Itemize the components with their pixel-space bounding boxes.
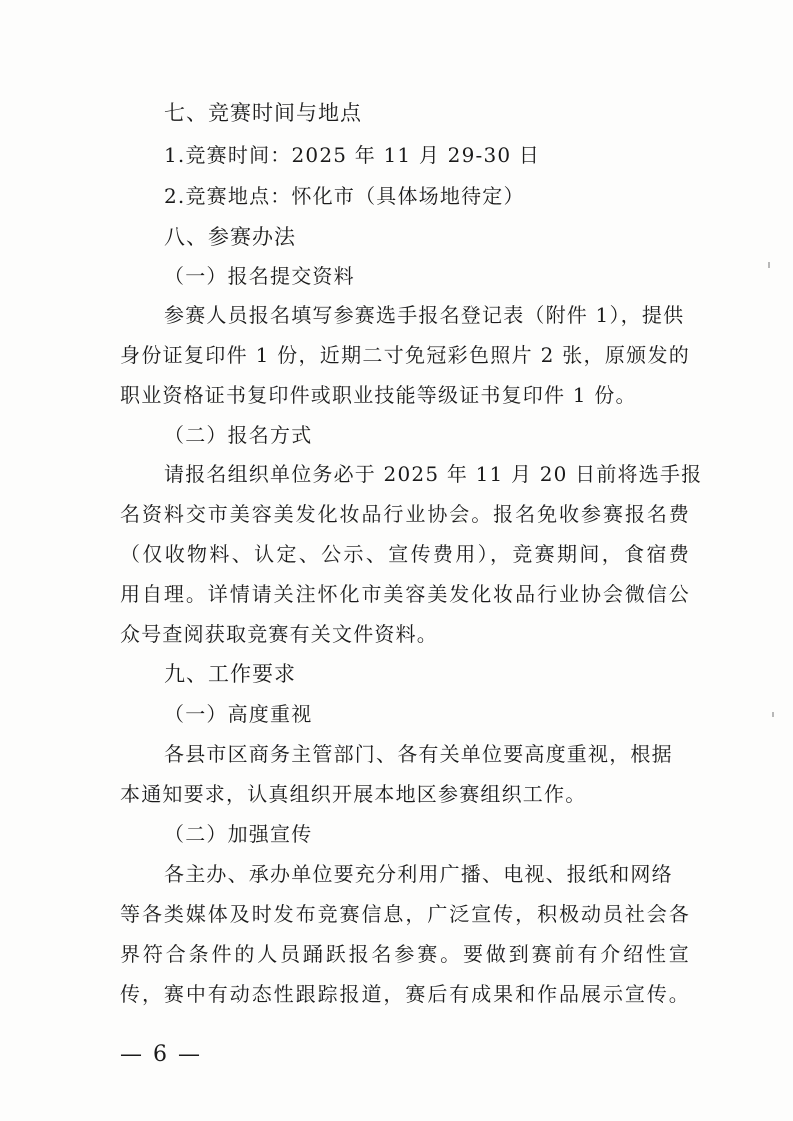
section-8-subheading-materials: （一）报名提交资料: [164, 264, 355, 288]
paragraph-line: 请报名组织单位务必于 2025 年 11 月 20 日前将选手报: [164, 462, 703, 486]
paragraph-line: 身份证复印件 1 份，近期二寸免冠彩色照片 2 张，原颁发的: [120, 343, 690, 367]
section-9-subheading-attention: （一）高度重视: [164, 702, 313, 726]
scan-artifact: [768, 262, 770, 268]
section-9-heading: 九、工作要求: [164, 662, 296, 686]
paragraph-line: 职业资格证书复印件或职业技能等级证书复印件 1 份。: [120, 383, 637, 407]
paragraph-line: 界符合条件的人员踊跃报名参赛。要做到赛前有介绍性宣: [120, 942, 690, 966]
paragraph-line: 各主办、承办单位要充分利用广播、电视、报纸和网络: [164, 862, 673, 886]
section-7-item-location: 2.竞赛地点：怀化市（具体场地待定）: [164, 184, 525, 208]
section-8-heading: 八、参赛办法: [164, 225, 296, 249]
section-7-item-time: 1.竞赛时间：2025 年 11 月 29-30 日: [164, 143, 541, 167]
section-9-subheading-publicity: （二）加强宣传: [164, 822, 313, 846]
paragraph-line: 参赛人员报名填写参赛选手报名登记表（附件 1），提供: [164, 303, 685, 327]
section-7-heading: 七、竞赛时间与地点: [164, 101, 362, 125]
page-number: — 6 —: [120, 1042, 202, 1067]
paragraph-line: 本通知要求，认真组织开展本地区参赛组织工作。: [120, 782, 587, 806]
paragraph-line: 众号查阅获取竞赛有关文件资料。: [120, 622, 438, 646]
scan-artifact: [772, 712, 774, 717]
paragraph-line: （仅收物料、认定、公示、宣传费用），竞赛期间，食宿费: [120, 542, 690, 566]
section-8-subheading-method: （二）报名方式: [164, 423, 313, 447]
paragraph-line: 等各类媒体及时发布竞赛信息，广泛宣传，积极动员社会各: [120, 902, 690, 926]
paragraph-line: 传，赛中有动态性跟踪报道，赛后有成果和作品展示宣传。: [120, 982, 690, 1006]
paragraph-line: 各县市区商务主管部门、各有关单位要高度重视，根据: [164, 742, 673, 766]
paragraph-line: 用自理。详情请关注怀化市美容美发化妆品行业协会微信公: [120, 582, 690, 606]
paragraph-line: 名资料交市美容美发化妆品行业协会。报名免收参赛报名费: [120, 502, 690, 526]
